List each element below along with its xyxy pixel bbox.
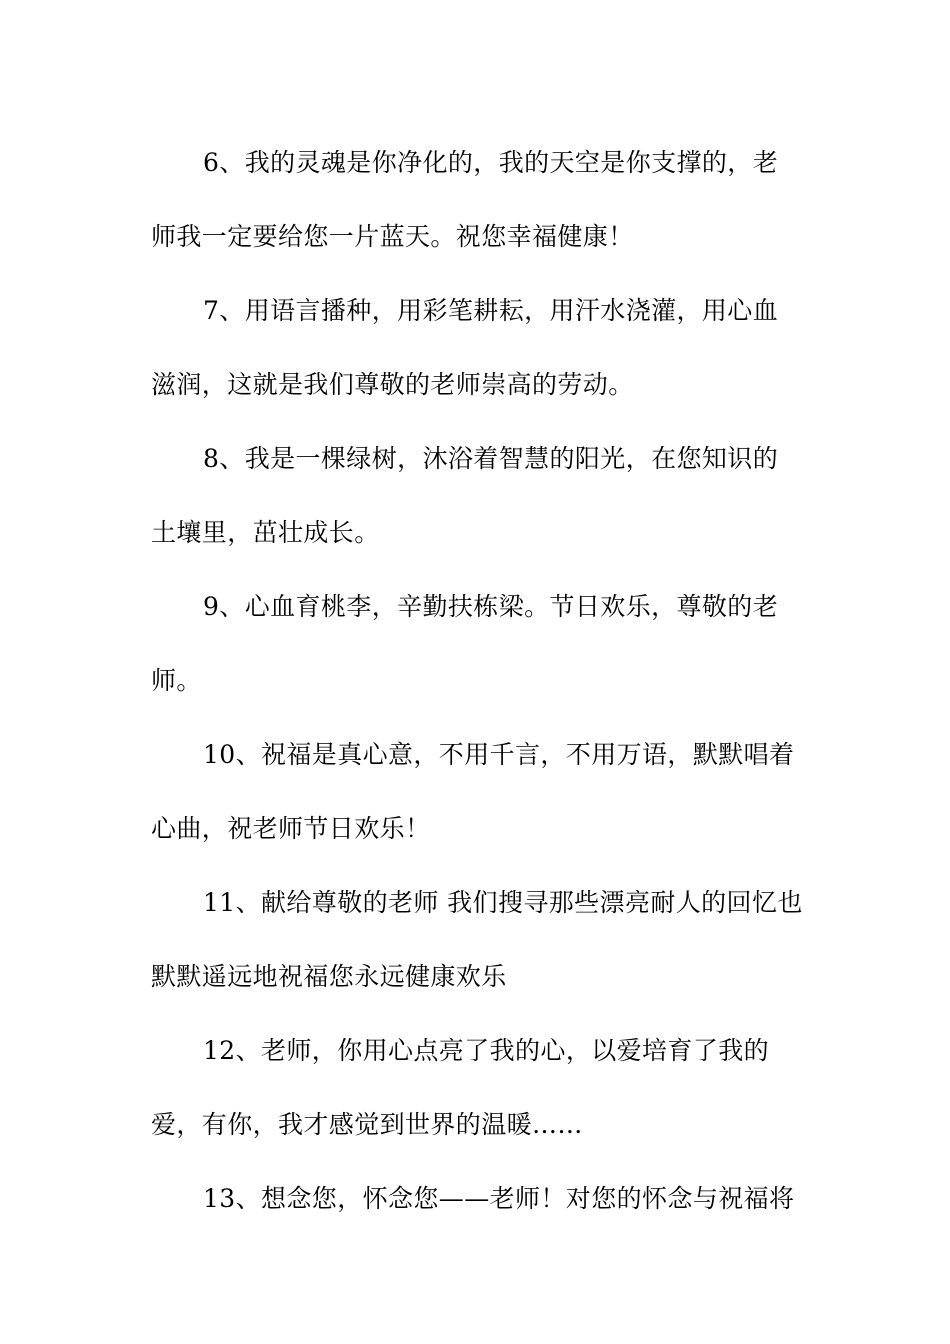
paragraph-11: 11、献给尊敬的老师 我们搜寻那些漂亮耐人的回忆也默默遥远地祝福您永远健康欢乐 — [151, 888, 803, 991]
paragraph-7: 7、用语言播种，用彩笔耕耘，用汗水浇灌，用心血滋润，这就是我们尊敬的老师崇高的劳动。 — [151, 296, 779, 399]
paragraph-10: 10、祝福是真心意，不用千言，不用万语，默默唱着心曲，祝老师节日欢乐！ — [151, 740, 795, 843]
paragraph-8: 8、我是一棵绿树，沐浴着智慧的阳光，在您知识的土壤里，茁壮成长。 — [151, 444, 779, 547]
document-body — [151, 126, 803, 1236]
paragraph-9: 9、心血育桃李，辛勤扶栋梁。节日欢乐，尊敬的老师。 — [151, 592, 779, 695]
paragraph-12: 12、老师，你用心点亮了我的心，以爱培育了我的爱，有你，我才感觉到世界的温暖…… — [151, 1036, 770, 1139]
paragraph-6: 6、我的灵魂是你净化的，我的天空是你支撑的，老师我一定要给您一片蓝天。祝您幸福健康！ — [151, 148, 779, 251]
paragraph-13: 13、想念您，怀念您——老师！对您的怀念与祝福将 — [203, 1184, 795, 1213]
